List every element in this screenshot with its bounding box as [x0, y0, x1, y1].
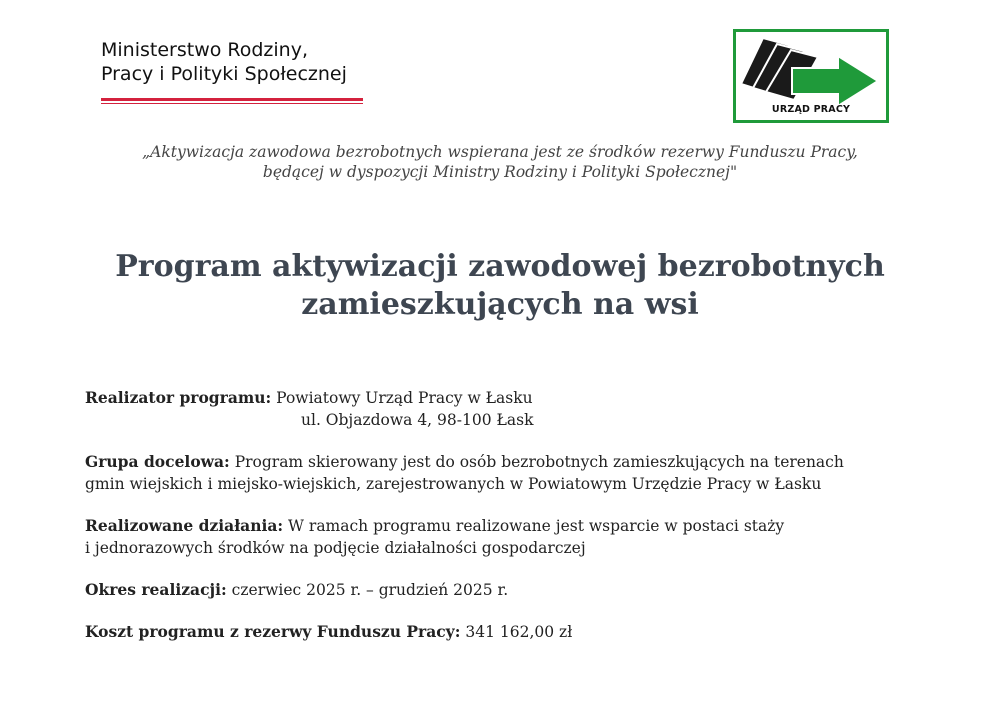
- ministry-name: [101, 38, 347, 86]
- realizator-address: ul. Objazdowa 4, 98-100 Łask: [301, 411, 534, 429]
- ministry-line-1: Ministerstwo Rodziny,: [101, 39, 309, 61]
- dzialania-value-1: W ramach programu realizowane jest wsparcie w postaci staży: [283, 517, 785, 535]
- okres-label: Okres realizacji:: [85, 580, 227, 599]
- grupa-label: Grupa docelowa:: [85, 452, 230, 471]
- okres-section: [85, 579, 945, 601]
- koszt-section: [85, 621, 945, 643]
- koszt-label: Koszt programu z rezerwy Funduszu Pracy:: [85, 622, 461, 641]
- realizator-section: [85, 387, 945, 431]
- ministry-flag-bar: [101, 98, 363, 104]
- okres-value: czerwiec 2025 r. – grudzień 2025 r.: [226, 581, 509, 599]
- grupa-section: [85, 451, 945, 495]
- funding-quote: [60, 142, 940, 182]
- realizator-label: Realizator programu:: [85, 388, 272, 407]
- ministry-line-2: Pracy i Polityki Społecznej: [101, 63, 347, 85]
- koszt-value: 341 162,00 zł: [460, 623, 573, 641]
- dzialania-label: Realizowane działania:: [85, 516, 284, 535]
- dzialania-section: [85, 515, 945, 559]
- urzad-pracy-logo: [733, 29, 889, 123]
- title-line-1: Program aktywizacji zawodowej bezrobotnych: [115, 249, 885, 284]
- realizator-value: Powiatowy Urząd Pracy w Łasku: [271, 389, 533, 407]
- quote-line-1: „Aktywizacja zawodowa bezrobotnych wspierana jest ze środków rezerwy Funduszu Pracy,: [142, 143, 858, 161]
- grupa-value-2: gmin wiejskich i miejsko-wiejskich, zarejestrowanych w Powiatowym Urzędzie Pracy w Łasku: [85, 475, 822, 493]
- grupa-value-1: Program skierowany jest do osób bezrobotnych zamieszkujących na terenach: [229, 453, 844, 471]
- page-title: [40, 248, 960, 324]
- logo-label: URZĄD PRACY: [771, 104, 851, 115]
- quote-line-2: będącej w dyspozycji Ministry Rodziny i Polityki Społecznej": [262, 163, 738, 181]
- dzialania-value-2: i jednorazowych środków na podjęcie działalności gospodarczej: [85, 539, 586, 557]
- title-line-2: zamieszkujących na wsi: [301, 287, 699, 322]
- program-details: [85, 387, 945, 663]
